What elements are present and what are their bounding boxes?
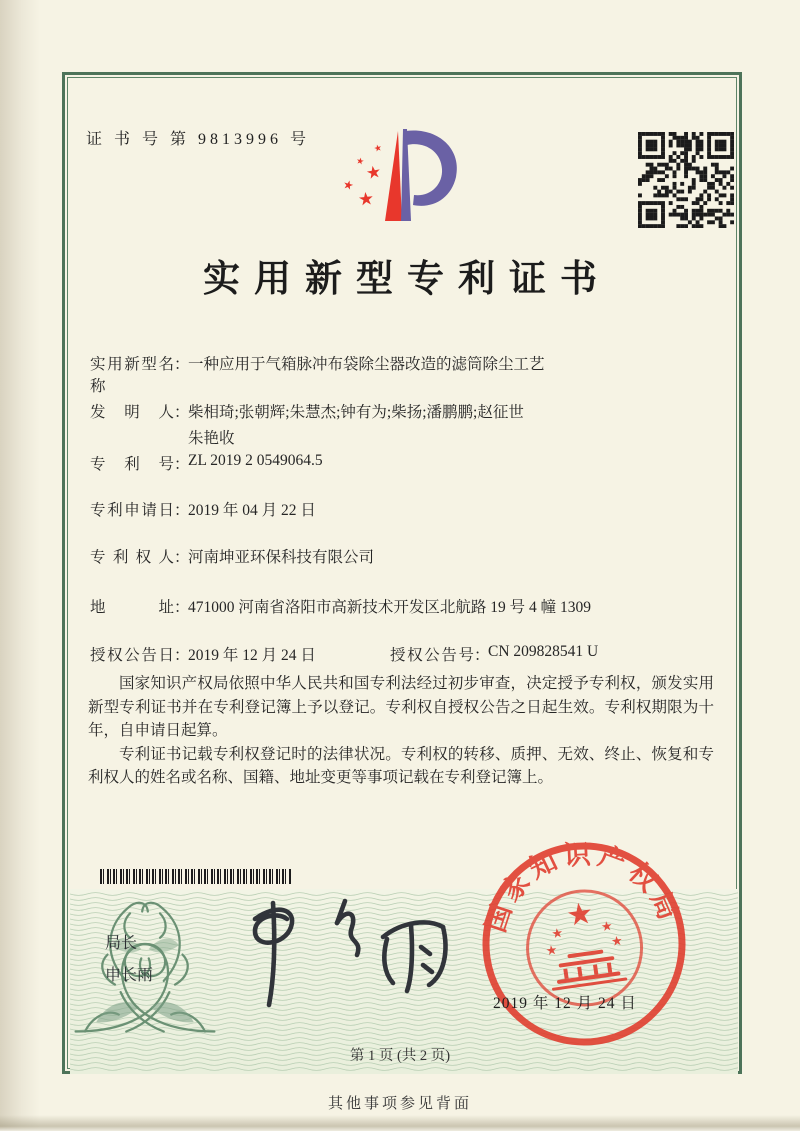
field-label: 专利号 — [90, 456, 174, 473]
official-seal — [464, 824, 703, 1063]
field-value: 河南坤亚环保科技有限公司 — [188, 549, 375, 566]
field-label: 实用新型名称 — [90, 356, 174, 395]
svg-text:★: ★ — [544, 941, 559, 959]
field-row-inventors — [90, 400, 714, 447]
barcode — [100, 869, 292, 884]
qr-code — [638, 132, 734, 228]
legal-text — [88, 672, 714, 790]
seal-date: 2019 年 12 月 24 日 — [493, 995, 637, 1012]
field-value: 柴相琦;张朝辉;朱慧杰;钟有为;柴扬;潘鹏鹏;赵征世 — [188, 404, 524, 421]
field-label: 授权公告日 — [90, 647, 174, 664]
certificate-number: 证 书 号 第 9813996 号 — [86, 131, 311, 148]
field-colon: ： — [174, 502, 190, 519]
field-colon: ： — [174, 404, 190, 421]
paper-bottom-edge — [0, 1115, 800, 1131]
field-label: 专利权人 — [90, 549, 174, 566]
field-value: ZL 2019 2 0549064.5 — [188, 452, 323, 469]
field-value: 471000 河南省洛阳市高新技术开发区北航路 19 号 4 幢 1309 — [188, 599, 592, 616]
logo-star-icon: ★ — [356, 188, 376, 210]
field-label: 授权公告号 — [390, 647, 474, 664]
certificate-title: 实用新型专利证书 — [203, 259, 611, 300]
field-value: 2019 年 04 月 22 日 — [188, 502, 316, 519]
field-colon: ： — [174, 647, 190, 664]
logo-star-icon: ★ — [341, 176, 356, 194]
field-value: 一种应用于气箱脉冲布袋除尘器改造的滤筒除尘工艺 — [188, 356, 545, 373]
handwritten-signature — [225, 893, 450, 1011]
seal-text: 国家知识产权局 — [480, 839, 686, 936]
field-colon: ： — [174, 599, 190, 616]
legal-paragraph-2: 专利证书记载专利权登记时的法律状况。专利权的转移、质押、无效、终止、恢复和专利权人的姓名或名称、国籍、地址变更等事项记载在专利登记簿上。 — [88, 745, 714, 786]
field-label: 发明人 — [90, 404, 174, 421]
field-pair-grant-number — [390, 643, 598, 665]
page-number: 第 1 页 (共 2 页) — [349, 1048, 451, 1064]
field-value-line2: 朱艳收 — [188, 430, 235, 447]
field-label: 专利申请日 — [90, 502, 174, 519]
svg-text:★: ★ — [564, 896, 596, 933]
field-row-patentee — [90, 545, 714, 567]
svg-text:★: ★ — [599, 917, 614, 935]
officer-title: 局长 — [105, 935, 138, 952]
logo-star-icon: ★ — [372, 142, 384, 154]
field-row-name — [90, 352, 714, 396]
field-value: 2019 年 12 月 24 日 — [188, 647, 316, 664]
back-note: 其他事项参见背面 — [327, 1096, 472, 1112]
field-row-grant — [90, 643, 714, 665]
field-colon: ： — [474, 647, 490, 664]
field-row-address — [90, 595, 714, 617]
field-value: CN 209828541 U — [488, 643, 599, 660]
field-colon: ： — [174, 549, 190, 566]
signature-block — [105, 928, 153, 992]
field-colon: ： — [174, 456, 190, 473]
svg-text:★: ★ — [610, 932, 624, 950]
logo-star-icon: ★ — [355, 155, 366, 167]
cnipa-patent-logo — [340, 115, 470, 227]
field-label: 地址 — [90, 599, 174, 616]
svg-text:★: ★ — [550, 924, 565, 942]
field-row-filing-date — [90, 498, 714, 520]
field-colon: ： — [174, 356, 190, 373]
field-row-patent-no — [90, 452, 714, 474]
legal-paragraph-1: 国家知识产权局依照中华人民共和国专利法经过初步审查，决定授予专利权，颁发实用新型专利证书并在专利登记簿上予以登记。专利权自授权公告之日起生效。专利权期限为十年，自申请日起算。 — [88, 675, 714, 739]
officer-name: 申长雨 — [105, 967, 154, 984]
logo-star-icon: ★ — [364, 161, 383, 184]
